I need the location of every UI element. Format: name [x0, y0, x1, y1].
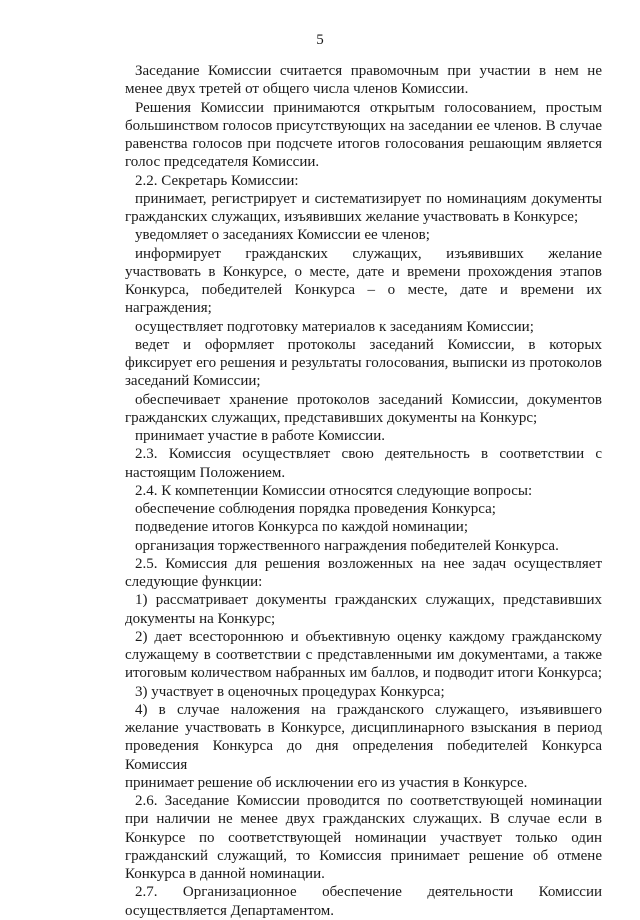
text-line: Решения Комиссии принимаются открытым голосованием, простым — [135, 99, 602, 116]
text-line: гражданских служащих, представивших документы на Конкурс; — [125, 409, 538, 426]
text-line: 2.7. Организационное обеспечение деятельности Комиссии — [135, 884, 602, 901]
text-line: гражданский служащий, то Комиссия принимает решение об отмене — [125, 847, 602, 864]
text-line: менее двух третей от общего числа членов Комиссии. — [125, 81, 469, 98]
text-line: заседаний Комиссии; — [125, 373, 261, 390]
text-line: 2.4. К компетенции Комиссии относятся следующие вопросы: — [135, 482, 533, 499]
text-line: фиксирует его решения и результаты голосования, выписки из протоколов — [125, 355, 602, 371]
text-line: равенства голосов при подсчете итогов голосования решающим является — [125, 136, 602, 152]
text-line: настоящим Положением. — [125, 464, 286, 481]
text-line: организация торжественного награждения победителей Конкурса. — [135, 537, 559, 554]
page-number: 5 — [316, 32, 324, 48]
text-line: при наличии не менее двух гражданских служащих. В случае если в — [125, 811, 602, 828]
text-line: большинством голосов присутствующих на заседании ее членов. В случае — [125, 117, 602, 134]
document-body — [125, 62, 602, 920]
text-line: следующие функции: — [125, 574, 263, 590]
text-line: 2.5. Комиссия для решения возложенных на нее задач осуществляет — [135, 555, 602, 572]
text-line: проведения Конкурса до дня определения победителей Конкурса Комиссия — [125, 738, 602, 773]
text-line: 2.3. Комиссия осуществляет свою деятельность в соответствии с — [135, 446, 602, 463]
text-line: осуществляется Департаментом. — [125, 902, 335, 919]
text-line: участвовать в Конкурсе, о месте, дате и времени прохождения этапов — [125, 263, 602, 280]
text-line: служащему в соответствии с представленными им документами, а также — [125, 647, 602, 663]
text-line: документы на Конкурс; — [125, 610, 276, 627]
text-line: принимает участие в работе Комиссии. — [135, 428, 385, 444]
text-line: 3) участвует в оценочных процедурах Конкурса; — [135, 683, 445, 700]
text-line: подведение итогов Конкурса по каждой номинации; — [135, 519, 469, 536]
text-line: Заседание Комиссии считается правомочным при участии в нем не — [135, 63, 602, 79]
text-line: итоговым количеством набранных им баллов, и подводит итоги Конкурса; — [125, 665, 602, 682]
text-line: обеспечивает хранение протоколов заседаний Комиссии, документов — [135, 391, 602, 408]
text-line: Конкурса, победителей Конкурса – о месте, дате и времени их награждения; — [125, 282, 602, 317]
text-line: желание участвовать в Конкурсе, дисциплинарного взыскания в период — [125, 720, 602, 736]
text-line: 1) рассматривает документы гражданских служащих, представивших — [135, 592, 602, 609]
text-line: принимает, регистрирует и систематизирует по номинациям документы — [135, 190, 602, 207]
text-line: Конкурса в данной номинации. — [125, 866, 325, 882]
text-line: 2.6. Заседание Комиссии проводится по соответствующей номинации — [135, 793, 602, 809]
text-line: 2.2. Секретарь Комиссии: — [135, 172, 299, 189]
text-line: информирует гражданских служащих, изъявивших желание — [135, 245, 602, 262]
text-line: принимает решение об исключении его из участия в Конкурсе. — [125, 774, 528, 791]
text-line: голос председателя Комиссии. — [125, 154, 320, 171]
text-line: 4) в случае наложения на гражданского служащего, изъявившего — [135, 701, 602, 718]
text-line: Конкурсе по соответствующей номинации участвует только один — [125, 829, 602, 846]
text-line: уведомляет о заседаниях Комиссии ее членов; — [135, 227, 430, 244]
text-line: 2) дает всестороннюю и объективную оценку каждому гражданскому — [135, 628, 602, 645]
text-line: обеспечение соблюдения порядка проведения Конкурса; — [135, 501, 496, 517]
text-line: гражданских служащих, изъявивших желание участвовать в Конкурсе; — [125, 209, 579, 225]
text-line: осуществляет подготовку материалов к заседаниям Комиссии; — [135, 318, 534, 335]
text-line: ведет и оформляет протоколы заседаний Комиссии, в которых — [135, 336, 602, 353]
